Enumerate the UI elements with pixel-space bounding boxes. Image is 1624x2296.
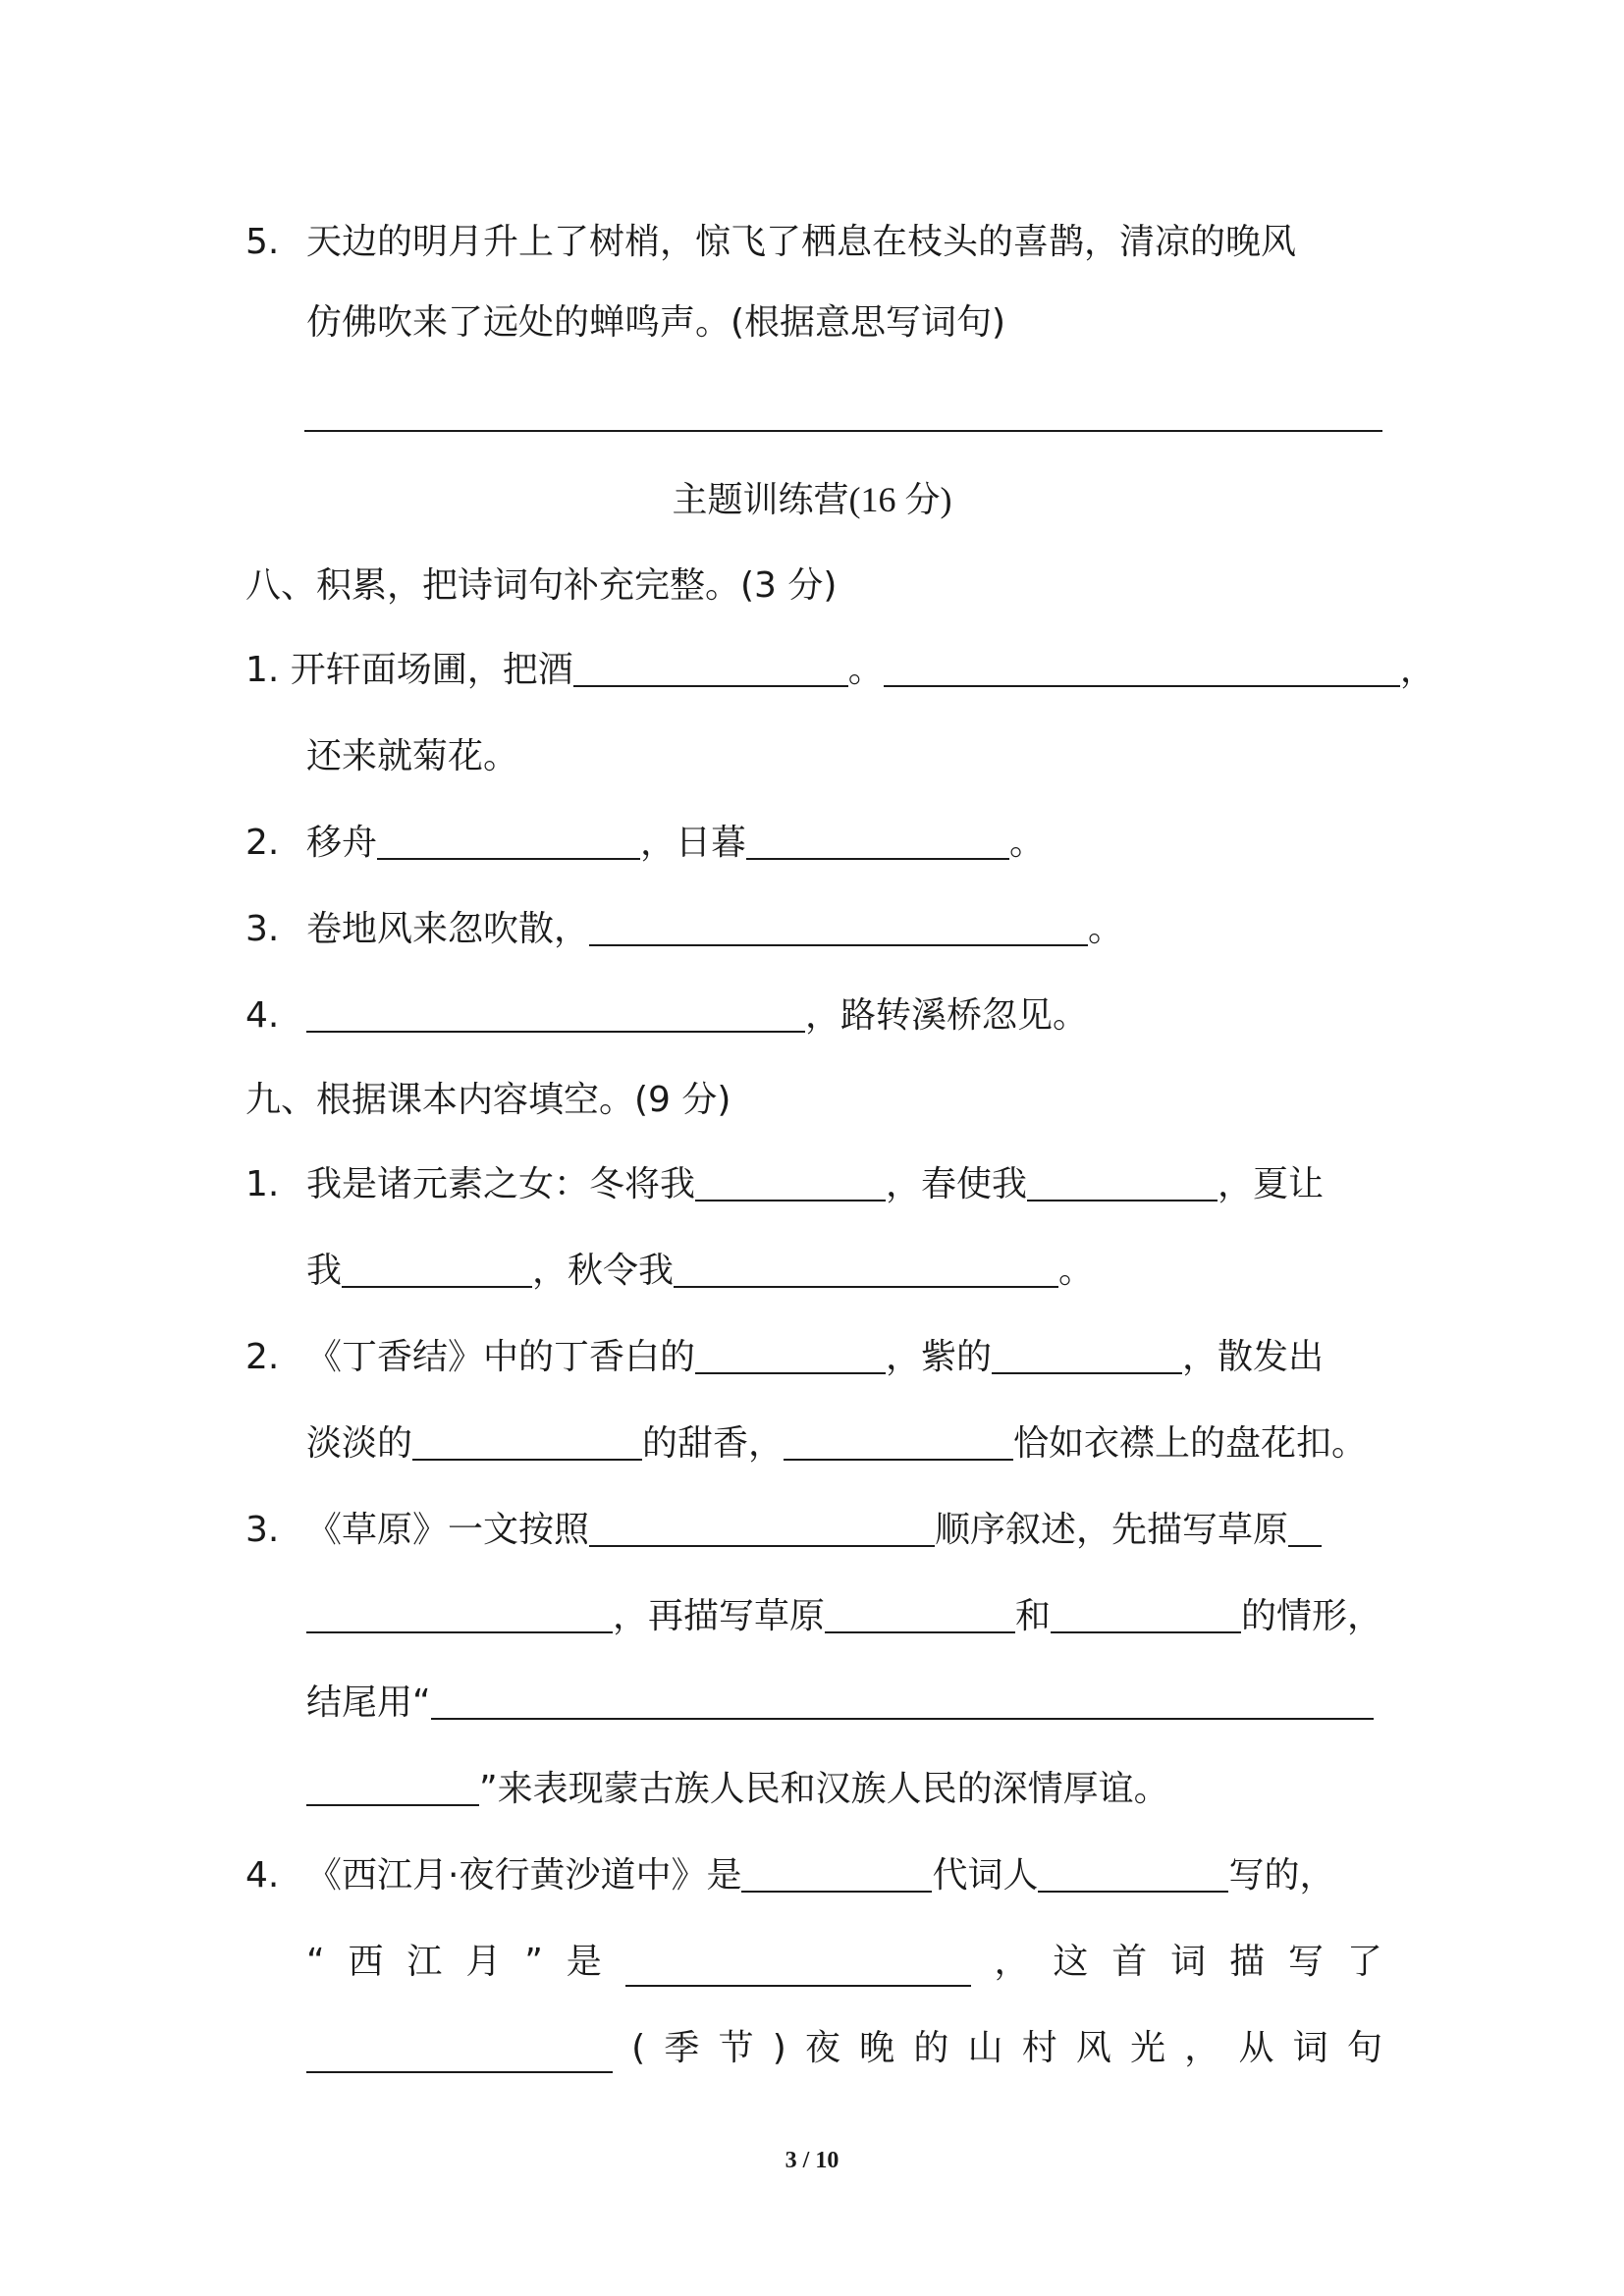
- q8-item2-blank1[interactable]: [377, 825, 640, 860]
- q9-item3-text-g: ”来表现蒙古族人民和汉族人民的深情厚谊。: [479, 1769, 1169, 1809]
- q8-item1-text-b: 。: [847, 650, 884, 690]
- q9-item1-blank1[interactable]: [695, 1166, 886, 1201]
- q9-item3-text-e: 的情形，: [1241, 1596, 1383, 1636]
- q9-item2-text-c: ，散发出: [1182, 1337, 1325, 1377]
- q7-item5-line1: [245, 218, 1296, 267]
- q9-item4-char: 光: [1130, 2028, 1166, 2068]
- q9-item1-text-c: ，夏让: [1218, 1164, 1325, 1204]
- q9-item3-text-b: 顺序叙述，先描写草原: [935, 1510, 1289, 1550]
- q8-item1-line2: [306, 732, 518, 781]
- q9-item3-blank3[interactable]: [825, 1598, 1015, 1633]
- q9-item3-text-c: ，再描写草原: [613, 1596, 826, 1636]
- q9-item3-number: 3.: [245, 1510, 280, 1550]
- q9-item4-char: 这: [1053, 1942, 1089, 1982]
- q8-item2-number: 2.: [245, 823, 280, 863]
- q8-item2-text-b: ，日暮: [640, 823, 747, 863]
- q9-item2-text-d: 淡淡的: [306, 1423, 413, 1464]
- q9-item1-blank3[interactable]: [342, 1253, 532, 1288]
- q9-item4-blank4[interactable]: [306, 2038, 613, 2073]
- q9-item1-text-d: 我: [306, 1251, 343, 1291]
- q9-item4-char: 月: [465, 1942, 502, 1982]
- q9-item4-char: 山: [967, 2028, 1003, 2068]
- q9-item4-blank1[interactable]: [741, 1857, 932, 1893]
- q9-item4-line3: [306, 2024, 1382, 2073]
- q9-heading: [245, 1076, 731, 1125]
- q8-item3-text-a: 卷地风来忽吹散，: [306, 909, 590, 949]
- q9-item4-char: 江: [406, 1942, 443, 1982]
- q9-item4-char: 村: [1021, 2028, 1057, 2068]
- q9-item1-text-b: ，春使我: [886, 1164, 1028, 1204]
- q8-item2-text-a: 移舟: [306, 823, 378, 863]
- q9-item4-char: ，: [994, 1942, 1030, 1982]
- q9-item4-text-a: 《西江月·夜行黄沙道中》是: [306, 1855, 742, 1896]
- q9-item3-text-a: 《草原》一文按照: [306, 1510, 590, 1550]
- q9-item3-line3: [306, 1679, 1374, 1728]
- q9-item2-line2: [306, 1419, 1367, 1468]
- q9-item2-text-f: 恰如衣襟上的盘花扣。: [1013, 1423, 1368, 1464]
- q8-item4-blank[interactable]: [306, 997, 805, 1033]
- q9-item1-text-e: ，秋令我: [532, 1251, 675, 1291]
- q9-item1-line1: [245, 1160, 1324, 1209]
- page-number-text: 3 / 10: [785, 2148, 839, 2173]
- q9-item2-text-e: 的甜香，: [642, 1423, 785, 1464]
- q8-heading: [245, 561, 837, 611]
- q9-item1-text-a: 我是诸元素之女：冬将我: [306, 1164, 696, 1204]
- q9-item4-line2: [306, 1938, 1382, 1987]
- q9-item3-line4: [306, 1765, 1169, 1814]
- q7-item5-text2: 仿佛吹来了远处的蝉鸣声。(根据意思写词句): [306, 302, 1006, 343]
- q9-item4-char: 节: [718, 2028, 754, 2068]
- q9-item2-blank3[interactable]: [412, 1425, 642, 1461]
- q8-item2-text-c: 。: [1009, 823, 1046, 863]
- q9-item2-blank4[interactable]: [784, 1425, 1013, 1461]
- q9-item4-blank2[interactable]: [1038, 1857, 1228, 1893]
- q9-item4-char: ，: [1184, 2028, 1220, 2068]
- q9-heading-text: 九、根据课本内容填空。(9 分): [245, 1080, 731, 1120]
- q9-item3-text-f: 结尾用“: [306, 1682, 431, 1723]
- q8-item1-text-a: 1. 开轩面场圃，把酒: [245, 650, 573, 690]
- q7-item5-text1: 天边的明月升上了树梢，惊飞了栖息在枝头的喜鹊，清凉的晚风: [306, 222, 1297, 262]
- q9-item3-text-d: 和: [1015, 1596, 1052, 1636]
- q9-item4-char: 了: [1346, 1942, 1382, 1982]
- q9-item2-blank2[interactable]: [992, 1339, 1182, 1374]
- section-title: [0, 475, 1624, 524]
- q9-item1-blank4[interactable]: [674, 1253, 1058, 1288]
- q9-item4-char: 是: [566, 1942, 602, 1982]
- q9-item4-char: 词: [1170, 1942, 1207, 1982]
- q8-item4: [245, 991, 1088, 1041]
- q8-item4-text-a: ，路转溪桥忽见。: [805, 995, 1089, 1036]
- q9-item4-char: 句: [1346, 2028, 1382, 2068]
- q9-item4-char: 夜: [804, 2028, 840, 2068]
- q8-item1-blank2[interactable]: [884, 652, 1400, 687]
- q9-item1-text-f: 。: [1058, 1251, 1095, 1291]
- q9-item3-blank4[interactable]: [1051, 1598, 1241, 1633]
- q9-item3-blank5a[interactable]: [431, 1684, 1374, 1720]
- q9-item4-char: 季: [664, 2028, 700, 2068]
- q9-item4-char: 从: [1238, 2028, 1274, 2068]
- q9-item4-blank3[interactable]: [625, 1951, 971, 1987]
- q8-item3: [245, 905, 1123, 954]
- q8-item3-text-b: 。: [1088, 909, 1124, 949]
- q9-item2-line1: [245, 1333, 1324, 1382]
- q9-item2-number: 2.: [245, 1337, 280, 1377]
- q8-item1-text-d: 还来就菊花。: [306, 736, 519, 776]
- q9-item1-blank2[interactable]: [1027, 1166, 1218, 1201]
- q8-item1-text-c: ，: [1399, 650, 1435, 690]
- q9-item3-line2: [306, 1592, 1382, 1641]
- q7-item5-number: 5.: [245, 222, 280, 262]
- q9-item4-text-c: 写的，: [1228, 1855, 1335, 1896]
- q9-item4-char: 描: [1229, 1942, 1266, 1982]
- q9-item3-blank2b[interactable]: [306, 1598, 613, 1633]
- q8-item2-blank2[interactable]: [746, 825, 1009, 860]
- section-title-text: 主题训练营(16 分): [672, 480, 952, 519]
- q9-item2-blank1[interactable]: [695, 1339, 886, 1374]
- q8-heading-text: 八、积累，把诗词句补充完整。(3 分): [245, 565, 838, 606]
- q8-item2: [245, 819, 1045, 868]
- q8-item1-line1: [245, 646, 1435, 695]
- q8-item1-blank1[interactable]: [573, 652, 848, 687]
- q9-item4-char: 首: [1111, 1942, 1148, 1982]
- q9-item4-text-b: 代词人: [932, 1855, 1039, 1896]
- q9-item4-char: 词: [1292, 2028, 1328, 2068]
- q9-item2-text-a: 《丁香结》中的丁香白的: [306, 1337, 696, 1377]
- q9-item1-line2: [306, 1247, 1094, 1296]
- q8-item3-blank[interactable]: [589, 911, 1088, 946]
- q9-item2-text-b: ，紫的: [886, 1337, 993, 1377]
- q9-item4-char: 的: [913, 2028, 949, 2068]
- q7-item5-line2: [306, 298, 1005, 347]
- q9-item4-char: ”: [524, 1942, 543, 1982]
- q7-item5-answer-line[interactable]: [304, 430, 1382, 432]
- q9-item4-char: 风: [1075, 2028, 1111, 2068]
- q9-item4-char: (: [631, 2028, 646, 2068]
- q9-item4-char: 晚: [859, 2028, 895, 2068]
- q9-item1-number: 1.: [245, 1164, 280, 1204]
- q9-item4-line1: [245, 1851, 1334, 1900]
- q9-item3-blank5b[interactable]: [306, 1771, 479, 1806]
- q9-item3-line1: [245, 1506, 1322, 1555]
- q9-item4-char: 写: [1287, 1942, 1324, 1982]
- q9-item4-char: 西: [348, 1942, 384, 1982]
- q9-item4-char: ): [772, 2028, 786, 2068]
- q8-item3-number: 3.: [245, 909, 280, 949]
- q9-item3-blank1[interactable]: [589, 1512, 935, 1547]
- q9-item4-char: “: [306, 1942, 325, 1982]
- q8-item4-number: 4.: [245, 995, 280, 1036]
- q9-item3-blank2a[interactable]: [1288, 1512, 1322, 1547]
- page-number: [0, 2146, 1624, 2175]
- q9-item4-number: 4.: [245, 1855, 280, 1896]
